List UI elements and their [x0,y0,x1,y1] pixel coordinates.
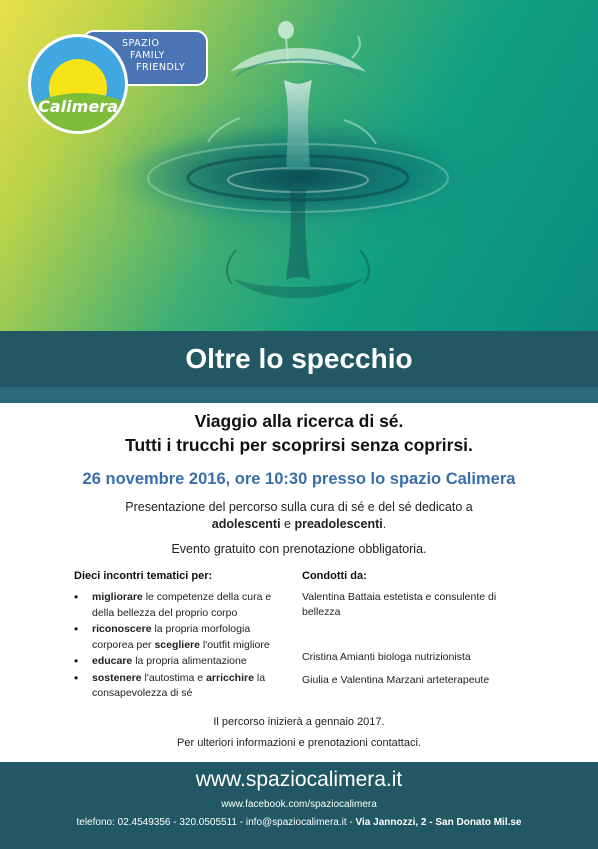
title-band [0,331,598,387]
website-link[interactable]: www.spaziocalimera.it [195,768,403,791]
address: Via Jannozzi, 2 - San Donato Mil.se [355,817,522,828]
host-cristina-amianti: Cristina Amianti biologa nutrizionista [302,651,471,663]
audience-adolescenti: adolescenti [211,517,281,531]
title-stripe [0,387,598,403]
topics-list [74,590,289,703]
free-event-note: Evento gratuito con prenotazione obbligatoria. [171,542,427,556]
contact-line [0,817,598,828]
badge-line-2: FAMILY [130,50,165,61]
info-note: Per ulteriori informazioni e prenotazioni contattaci. [177,737,421,749]
host-valentina-battaia: Valentina Battaia estetista e consulente di bellezza [302,591,497,618]
presentation-line-2: adolescenti e preadolescenti. [211,517,387,531]
facebook-link[interactable]: www.facebook.com/spaziocalimera [221,799,377,810]
audience-preadolescenti: preadolescenti [294,517,383,531]
contact-details: telefono: 02.4549356 - 320.0505511 - info@spaziocalimera.it - [76,817,356,828]
host-marzani: Giulia e Valentina Marzani arteterapeute [302,674,490,686]
badge-line-1: SPAZIO [122,38,160,49]
badge-line-3: FRIENDLY [136,62,186,73]
hosts-heading: Condotti da: [302,570,367,582]
presentation-line-1: Presentazione del percorso sulla cura di sé e del sé dedicato a [125,500,473,514]
footer [0,762,598,849]
subtitle-line-2: Tutti i trucchi per scoprirsi senza coprirsi. [125,435,473,455]
list-item: • migliorare le competenze della cura e della bellezza del proprio corpo [74,590,289,621]
list-item: • educare la propria alimentazione [74,654,289,670]
event-date-line: 26 novembre 2016, ore 10:30 presso lo spazio Calimera [82,470,516,488]
page-title: Oltre lo specchio [185,343,413,374]
subtitle-line-1: Viaggio alla ricerca di sé. [194,411,404,431]
topics-heading: Dieci incontri tematici per: [74,570,213,582]
logo-brand-text: Calimera [38,97,118,116]
list-item: • riconoscere la propria morfologia corporea per scegliere l'outfit migliore [74,622,289,653]
start-note: Il percorso inizierà a gennaio 2017. [213,716,385,728]
list-item: • sostenere l'autostima e arricchire la consapevolezza di sé [74,671,289,702]
calimera-logo [28,34,128,134]
hero-water-drop-image [0,0,598,331]
